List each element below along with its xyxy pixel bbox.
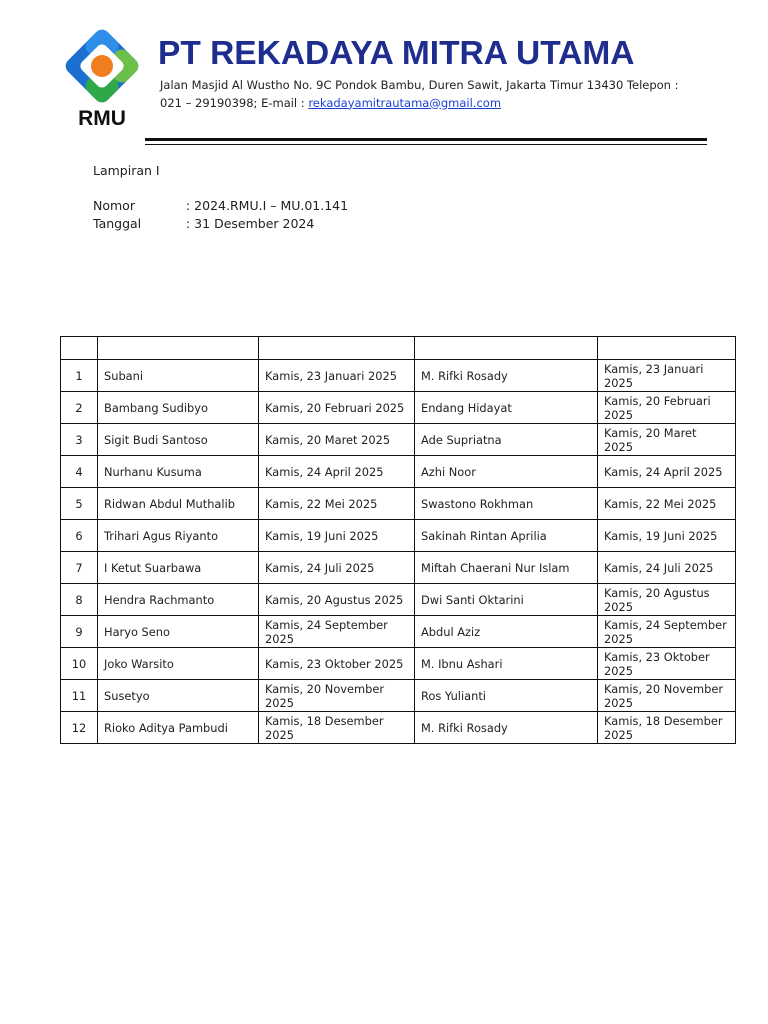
first-date-cell: Kamis, 19 Juni 2025 — [259, 520, 415, 552]
letterhead-divider-thick — [145, 138, 707, 141]
row-number: 3 — [61, 424, 98, 456]
second-name-cell: Dwi Santi Oktarini — [415, 584, 598, 616]
company-logo — [56, 26, 148, 130]
first-name-cell: I Ketut Suarbawa — [98, 552, 259, 584]
second-name-cell: Miftah Chaerani Nur Islam — [415, 552, 598, 584]
second-date-cell: Kamis, 20 Februari 2025 — [598, 392, 736, 424]
first-name-cell: Rioko Aditya Pambudi — [98, 712, 259, 744]
row-number: 6 — [61, 520, 98, 552]
table-row — [61, 648, 736, 680]
second-date-cell: Kamis, 24 September 2025 — [598, 616, 736, 648]
first-date-cell: Kamis, 24 Juli 2025 — [259, 552, 415, 584]
first-date-cell: Kamis, 20 Februari 2025 — [259, 392, 415, 424]
first-date-cell: Kamis, 23 Oktober 2025 — [259, 648, 415, 680]
schedule-table — [60, 336, 736, 744]
second-date-cell: Kamis, 24 Juli 2025 — [598, 552, 736, 584]
number-row — [93, 197, 348, 215]
row-number: 10 — [61, 648, 98, 680]
header-cell — [598, 337, 736, 360]
second-name-cell: Abdul Aziz — [415, 616, 598, 648]
row-number: 5 — [61, 488, 98, 520]
second-name-cell: Swastono Rokhman — [415, 488, 598, 520]
header-cell — [415, 337, 598, 360]
table-row — [61, 456, 736, 488]
first-name-cell: Haryo Seno — [98, 616, 259, 648]
table-row — [61, 680, 736, 712]
second-date-cell: Kamis, 18 Desember 2025 — [598, 712, 736, 744]
email-link[interactable]: rekadayamitrautama@gmail.com — [308, 95, 502, 110]
date-label: Tanggal — [93, 216, 142, 231]
first-date-cell: Kamis, 23 Januari 2025 — [259, 360, 415, 392]
table-row — [61, 392, 736, 424]
logo-text: RMU — [78, 107, 126, 130]
second-date-cell: Kamis, 24 April 2025 — [598, 456, 736, 488]
number-value: : 2024.RMU.I – MU.01.141 — [186, 198, 349, 213]
second-name-cell: Ade Supriatna — [415, 424, 598, 456]
first-date-cell: Kamis, 20 Maret 2025 — [259, 424, 415, 456]
first-name-cell: Nurhanu Kusuma — [98, 456, 259, 488]
address-line: Jalan Masjid Al Wustho No. 9C Pondok Bambu, Duren Sawit, Jakarta Timur 13430 Telepon : — [160, 78, 679, 92]
date-row — [93, 215, 348, 233]
second-name-cell: M. Rifki Rosady — [415, 712, 598, 744]
first-name-cell: Ridwan Abdul Muthalib — [98, 488, 259, 520]
second-date-cell: Kamis, 20 Agustus 2025 — [598, 584, 736, 616]
second-date-cell: Kamis, 20 November 2025 — [598, 680, 736, 712]
first-date-cell: Kamis, 22 Mei 2025 — [259, 488, 415, 520]
first-date-cell: Kamis, 24 April 2025 — [259, 456, 415, 488]
company-address — [160, 77, 720, 112]
first-name-cell: Sigit Budi Santoso — [98, 424, 259, 456]
letterhead-divider-thin — [145, 144, 707, 145]
phone-text: 021 – 29190398; E-mail : — [160, 95, 309, 110]
second-date-cell: Kamis, 20 Maret 2025 — [598, 424, 736, 456]
first-name-cell: Joko Warsito — [98, 648, 259, 680]
first-date-cell: Kamis, 20 November 2025 — [259, 680, 415, 712]
table-row — [61, 488, 736, 520]
first-date-cell: Kamis, 24 September 2025 — [259, 616, 415, 648]
table-row — [61, 360, 736, 392]
document-header — [93, 162, 348, 233]
company-name: PT REKADAYA MITRA UTAMA — [158, 35, 635, 72]
row-number: 9 — [61, 616, 98, 648]
first-name-cell: Bambang Sudibyo — [98, 392, 259, 424]
first-name-cell: Hendra Rachmanto — [98, 584, 259, 616]
first-date-cell: Kamis, 18 Desember 2025 — [259, 712, 415, 744]
table-row — [61, 584, 736, 616]
number-label: Nomor — [93, 198, 135, 213]
row-number: 4 — [61, 456, 98, 488]
table-row — [61, 520, 736, 552]
second-name-cell: Azhi Noor — [415, 456, 598, 488]
second-date-cell: Kamis, 23 Oktober 2025 — [598, 648, 736, 680]
table-row — [61, 424, 736, 456]
header-cell — [259, 337, 415, 360]
row-number: 11 — [61, 680, 98, 712]
second-date-cell: Kamis, 22 Mei 2025 — [598, 488, 736, 520]
date-value: : 31 Desember 2024 — [186, 216, 315, 231]
table-row — [61, 616, 736, 648]
contact-line — [160, 95, 720, 113]
row-number: 1 — [61, 360, 98, 392]
first-date-cell: Kamis, 20 Agustus 2025 — [259, 584, 415, 616]
second-date-cell: Kamis, 23 Januari 2025 — [598, 360, 736, 392]
attachment-label: Lampiran I — [93, 163, 160, 178]
row-number: 2 — [61, 392, 98, 424]
second-name-cell: Sakinah Rintan Aprilia — [415, 520, 598, 552]
second-date-cell: Kamis, 19 Juni 2025 — [598, 520, 736, 552]
second-name-cell: M. Rifki Rosady — [415, 360, 598, 392]
row-number: 8 — [61, 584, 98, 616]
second-name-cell: Ros Yulianti — [415, 680, 598, 712]
first-name-cell: Subani — [98, 360, 259, 392]
row-number: 12 — [61, 712, 98, 744]
table-header-row — [61, 337, 736, 360]
header-cell — [98, 337, 259, 360]
second-name-cell: M. Ibnu Ashari — [415, 648, 598, 680]
row-number: 7 — [61, 552, 98, 584]
second-name-cell: Endang Hidayat — [415, 392, 598, 424]
table-row — [61, 552, 736, 584]
first-name-cell: Susetyo — [98, 680, 259, 712]
header-cell — [61, 337, 98, 360]
first-name-cell: Trihari Agus Riyanto — [98, 520, 259, 552]
table-row — [61, 712, 736, 744]
